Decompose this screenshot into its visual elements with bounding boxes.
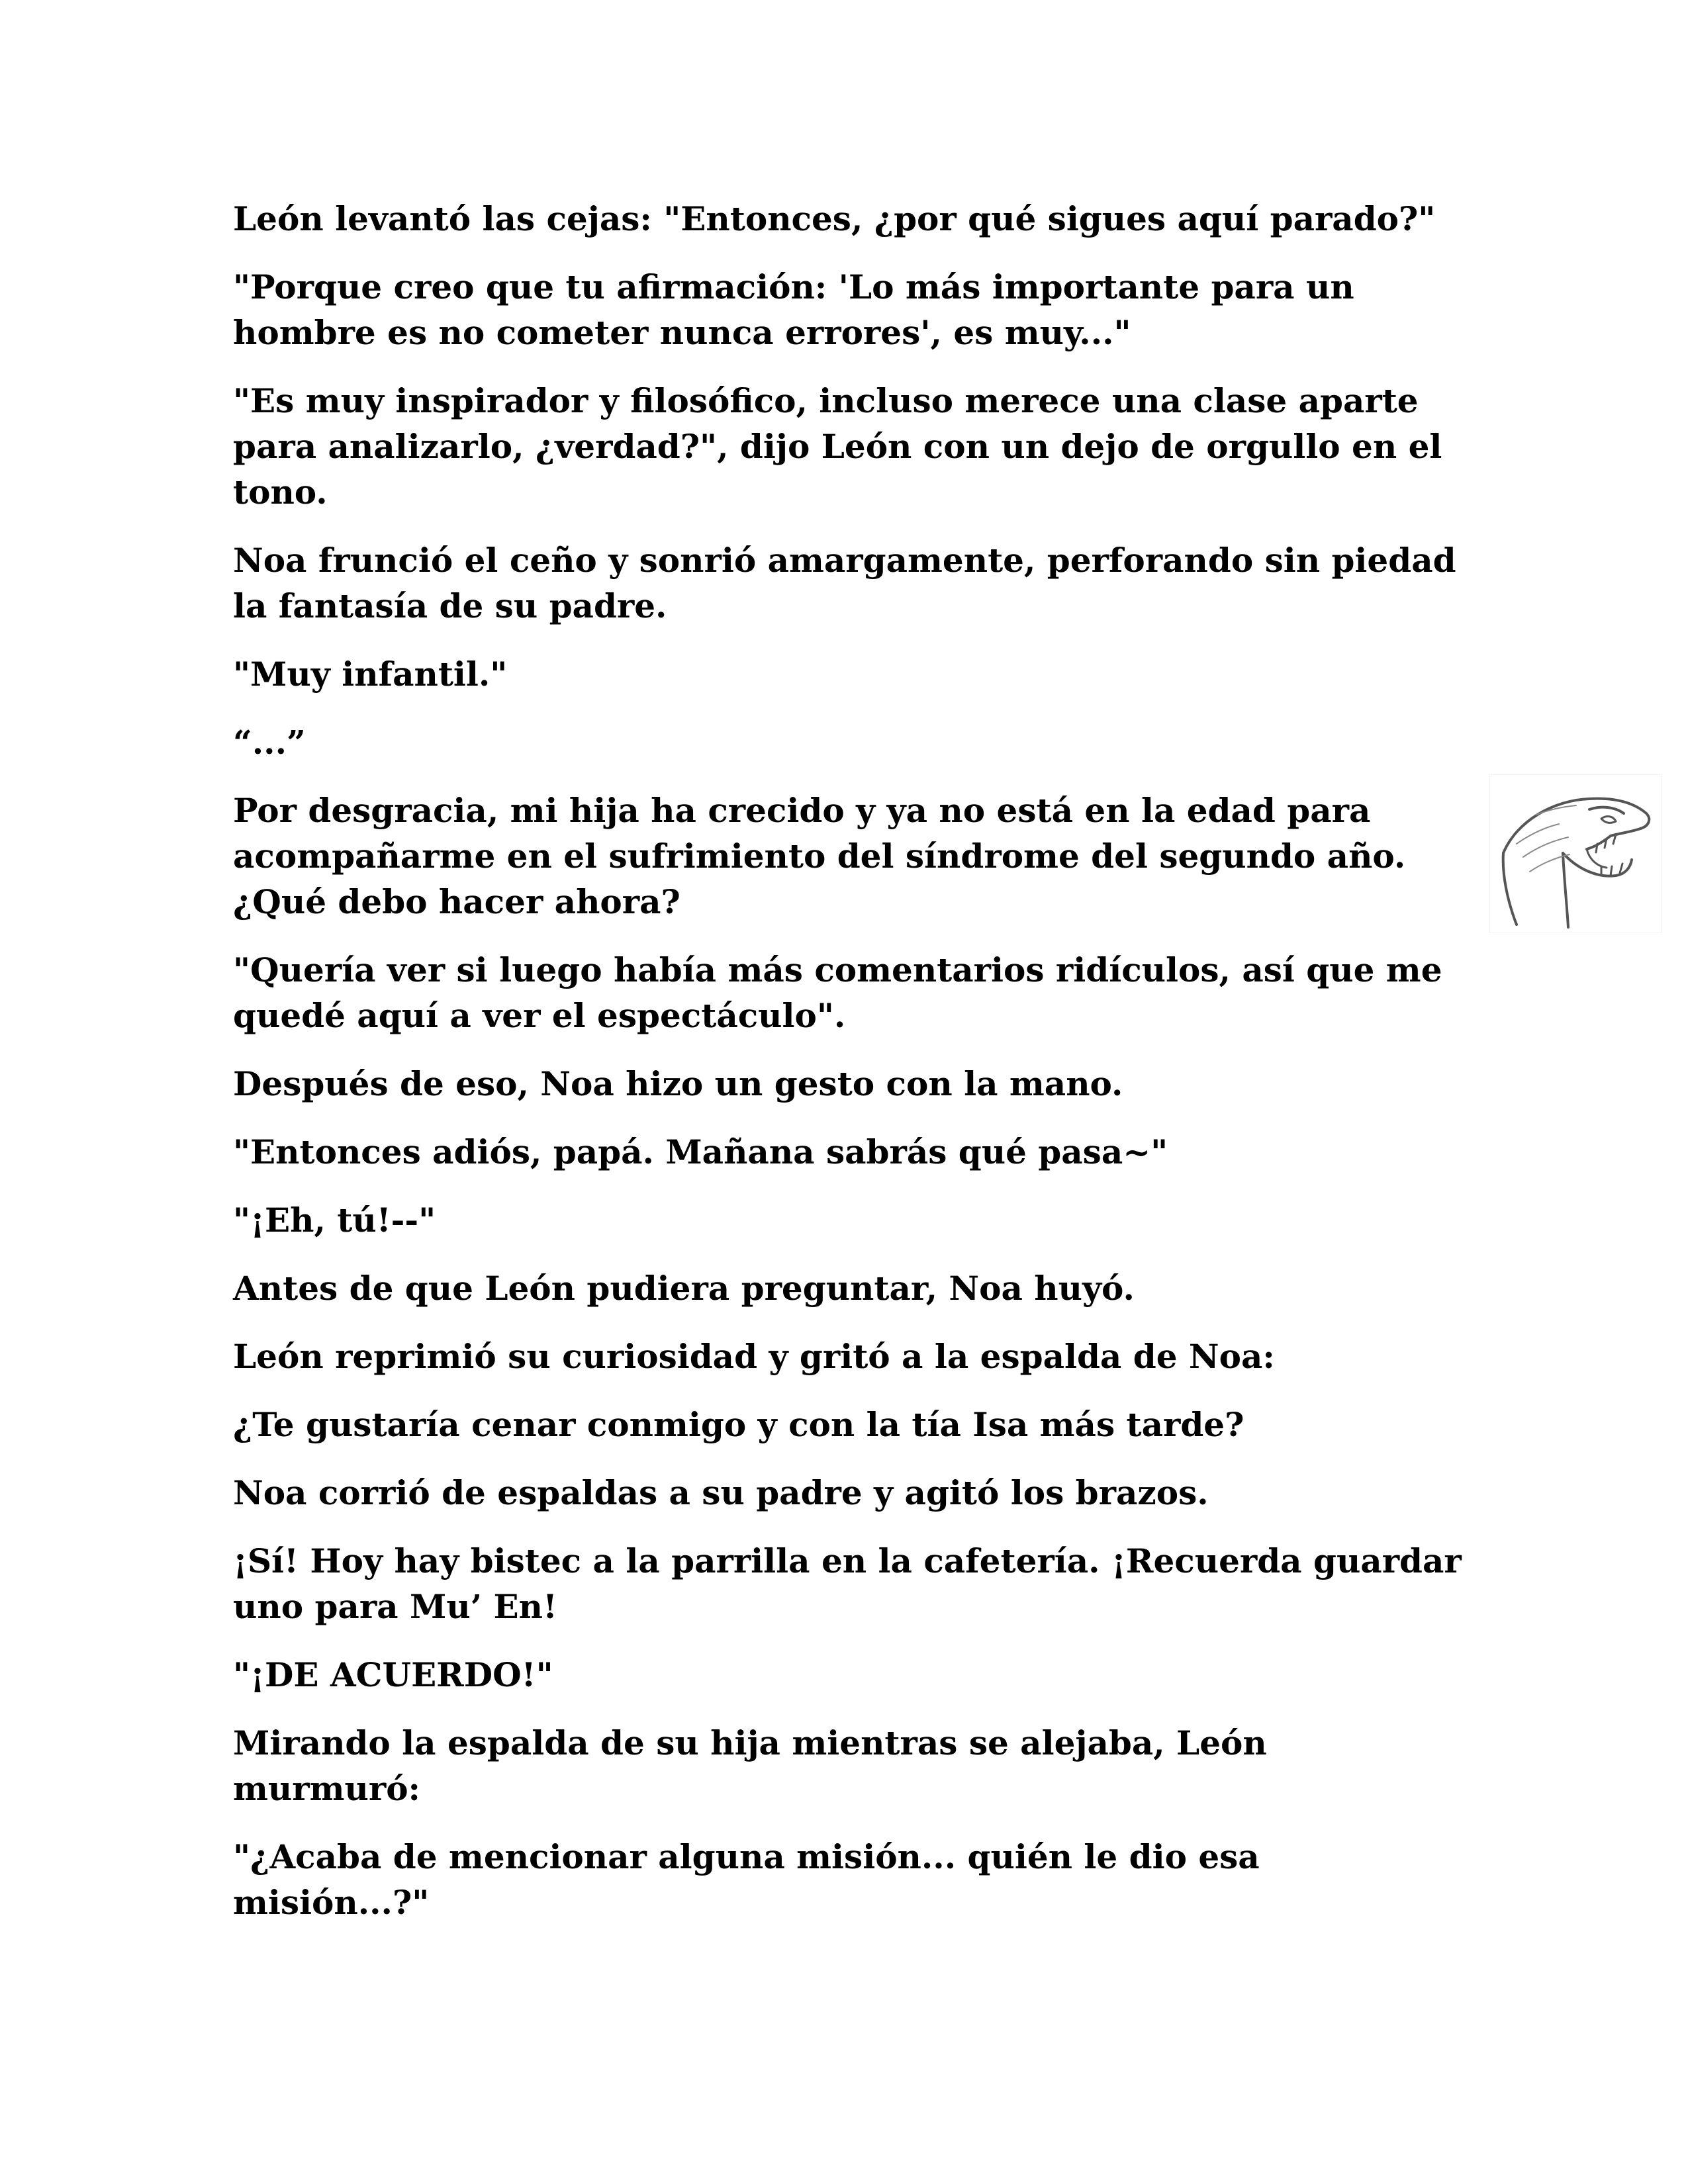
paragraph: "¡DE ACUERDO!" (233, 1655, 553, 1694)
paragraph: “...” (233, 723, 306, 762)
paragraph: Por desgracia, mi hija ha crecido y ya no está en la edad para acompañarme en el sufrimiento del síndrome del segundo año. ¿Qué debo hacer ahora? (233, 791, 1406, 921)
paragraph: Noa frunció el ceño y sonrió amargamente, perforando sin piedad la fantasía de su padre. (233, 541, 1456, 625)
paragraph: "Quería ver si luego había más comentarios ridículos, así que me quedé aquí a ver el espectáculo". (233, 950, 1442, 1035)
paragraph: Después de eso, Noa hizo un gesto con la mano. (233, 1064, 1123, 1103)
paragraph: ¿Te gustaría cenar conmigo y con la tía Isa más tarde? (233, 1405, 1244, 1444)
paragraph: Noa corrió de espaldas a su padre y agitó los brazos. (233, 1473, 1209, 1512)
paragraph: "Muy infantil." (233, 655, 508, 694)
dinosaur-head-sketch-icon (1489, 774, 1662, 933)
paragraph: Antes de que León pudiera preguntar, Noa huyó. (233, 1269, 1135, 1308)
paragraph: "Entonces adiós, papá. Mañana sabrás qué pasa~" (233, 1132, 1168, 1171)
paragraph: "Porque creo que tu afirmación: 'Lo más importante para un hombre es no cometer nunca errores', es muy..." (233, 267, 1354, 352)
paragraph: ¡Sí! Hoy hay bistec a la parrilla en la cafetería. ¡Recuerda guardar uno para Mu’ En! (233, 1541, 1462, 1626)
paragraph: Mirando la espalda de su hija mientras se alejaba, León murmuró: (233, 1723, 1267, 1808)
paragraph: León reprimió su curiosidad y gritó a la espalda de Noa: (233, 1337, 1275, 1376)
paragraph: "Es muy inspirador y filosófico, incluso merece una clase aparte para analizarlo, ¿verdad?", dijo León con un dejo de orgullo en el tono. (233, 381, 1442, 512)
paragraph: León levantó las cejas: "Entonces, ¿por qué sigues aquí parado?" (233, 199, 1436, 238)
paragraph: "¿Acaba de mencionar alguna misión... quién le dio esa misión...?" (233, 1837, 1260, 1922)
story-text (233, 196, 1464, 1948)
paragraph: "¡Eh, tú!--" (233, 1201, 436, 1240)
